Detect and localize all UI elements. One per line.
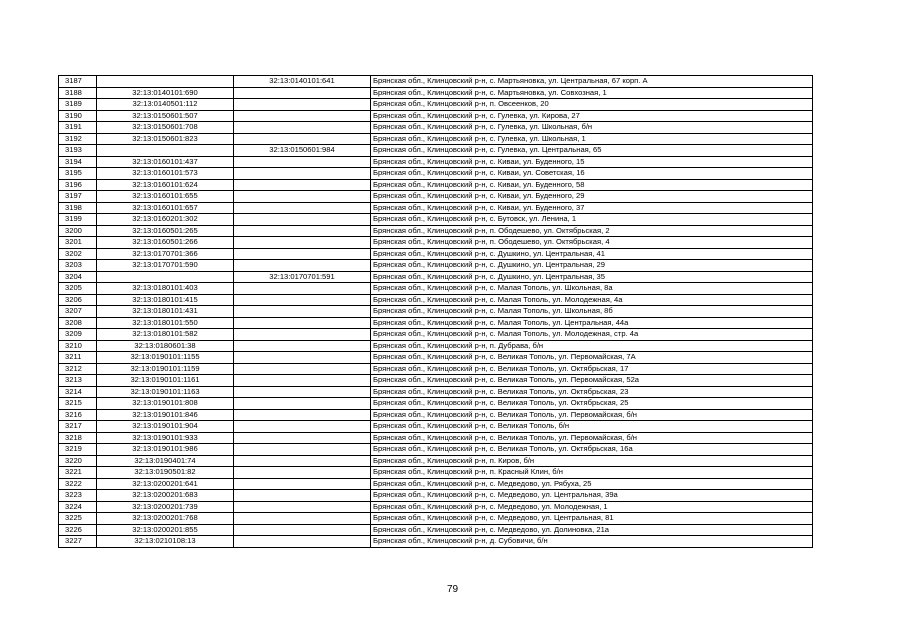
cadastral-number-cell: 32:13:0200201:855: [97, 524, 234, 536]
cadastral-number-cell: 32:13:0200201:683: [97, 490, 234, 502]
row-number-cell: 3204: [59, 271, 97, 283]
cadastral-number-cell: 32:13:0160101:655: [97, 191, 234, 203]
cadastral-number-cell: 32:13:0140101:690: [97, 87, 234, 99]
table-row: [59, 432, 813, 444]
cadastral-number-cell: 32:13:0190101:808: [97, 398, 234, 410]
table-row: [59, 513, 813, 525]
cadastral-number-alt-cell: [234, 524, 371, 536]
table-row: [59, 386, 813, 398]
address-cell: Брянская обл., Клинцовский р-н, с. Малая Тополь, ул. Центральная, 44а: [371, 317, 813, 329]
cadastral-number-alt-cell: [234, 455, 371, 467]
cadastral-number-alt-cell: [234, 317, 371, 329]
cadastral-number-alt-cell: [234, 421, 371, 433]
cadastral-number-alt-cell: [234, 363, 371, 375]
row-number-cell: 3219: [59, 444, 97, 456]
cadastral-number-cell: 32:13:0190101:846: [97, 409, 234, 421]
cadastral-number-alt-cell: [234, 398, 371, 410]
cadastral-number-cell: 32:13:0180101:582: [97, 329, 234, 341]
cadastral-number-cell: 32:13:0190101:1159: [97, 363, 234, 375]
row-number-cell: 3189: [59, 99, 97, 111]
cadastral-number-alt-cell: [234, 375, 371, 387]
cadastral-number-alt-cell: [234, 294, 371, 306]
cadastral-number-alt-cell: [234, 133, 371, 145]
row-number-cell: 3199: [59, 214, 97, 226]
address-cell: Брянская обл., Клинцовский р-н, п. Красный Клин, б/н: [371, 467, 813, 479]
table-row: [59, 122, 813, 134]
table-row: [59, 202, 813, 214]
address-cell: Брянская обл., Клинцовский р-н, с. Киваи, ул. Буденного, 58: [371, 179, 813, 191]
row-number-cell: 3193: [59, 145, 97, 157]
address-cell: Брянская обл., Клинцовский р-н, с. Бутовск, ул. Ленина, 1: [371, 214, 813, 226]
row-number-cell: 3205: [59, 283, 97, 295]
cadastral-number-cell: [97, 76, 234, 88]
cadastral-number-cell: 32:13:0170701:590: [97, 260, 234, 272]
cadastral-number-alt-cell: [234, 352, 371, 364]
table-row: [59, 524, 813, 536]
cadastral-number-alt-cell: 32:13:0150601:984: [234, 145, 371, 157]
cadastral-number-alt-cell: [234, 179, 371, 191]
table-row: [59, 260, 813, 272]
cadastral-number-alt-cell: [234, 202, 371, 214]
cadastral-number-alt-cell: [234, 467, 371, 479]
cadastral-number-alt-cell: [234, 99, 371, 111]
row-number-cell: 3208: [59, 317, 97, 329]
row-number-cell: 3225: [59, 513, 97, 525]
address-cell: Брянская обл., Клинцовский р-н, с. Малая Тополь, ул. Молодежная, 4а: [371, 294, 813, 306]
table-row: [59, 375, 813, 387]
address-table: [58, 75, 813, 548]
cadastral-number-cell: 32:13:0160501:266: [97, 237, 234, 249]
table-row: [59, 444, 813, 456]
table-row: [59, 283, 813, 295]
table-row: [59, 225, 813, 237]
row-number-cell: 3212: [59, 363, 97, 375]
row-number-cell: 3187: [59, 76, 97, 88]
table-row: [59, 409, 813, 421]
cadastral-number-alt-cell: [234, 122, 371, 134]
cadastral-number-cell: 32:13:0160101:657: [97, 202, 234, 214]
table-row: [59, 271, 813, 283]
row-number-cell: 3203: [59, 260, 97, 272]
row-number-cell: 3200: [59, 225, 97, 237]
table-row: [59, 99, 813, 111]
address-cell: Брянская обл., Клинцовский р-н, п. Дубрава, б/н: [371, 340, 813, 352]
table-row: [59, 110, 813, 122]
row-number-cell: 3218: [59, 432, 97, 444]
address-cell: Брянская обл., Клинцовский р-н, с. Малая Тополь, ул. Школьная, 8б: [371, 306, 813, 318]
address-cell: Брянская обл., Клинцовский р-н, д. Субовичи, б/н: [371, 536, 813, 548]
table-row: [59, 87, 813, 99]
address-cell: Брянская обл., Клинцовский р-н, с. Великая Тополь, ул. Первомайская, 7А: [371, 352, 813, 364]
address-cell: Брянская обл., Клинцовский р-н, с. Гулевка, ул. Школьная, 1: [371, 133, 813, 145]
row-number-cell: 3194: [59, 156, 97, 168]
cadastral-number-alt-cell: [234, 478, 371, 490]
row-number-cell: 3201: [59, 237, 97, 249]
address-cell: Брянская обл., Клинцовский р-н, п. Овсеенков, 20: [371, 99, 813, 111]
cadastral-number-alt-cell: [234, 283, 371, 295]
cadastral-number-cell: 32:13:0150601:507: [97, 110, 234, 122]
row-number-cell: 3213: [59, 375, 97, 387]
row-number-cell: 3224: [59, 501, 97, 513]
cadastral-number-cell: 32:13:0170701:366: [97, 248, 234, 260]
table-row: [59, 237, 813, 249]
cadastral-number-cell: 32:13:0160101:437: [97, 156, 234, 168]
address-cell: Брянская обл., Клинцовский р-н, с. Мартьяновка, ул. Центральная, 67 корп. А: [371, 76, 813, 88]
row-number-cell: 3214: [59, 386, 97, 398]
cadastral-number-alt-cell: [234, 110, 371, 122]
cadastral-number-cell: 32:13:0160501:265: [97, 225, 234, 237]
address-cell: Брянская обл., Клинцовский р-н, с. Гулевка, ул. Школьная, б/н: [371, 122, 813, 134]
cadastral-number-cell: 32:13:0180101:415: [97, 294, 234, 306]
cadastral-number-alt-cell: [234, 260, 371, 272]
cadastral-number-cell: 32:13:0180101:550: [97, 317, 234, 329]
address-cell: Брянская обл., Клинцовский р-н, с. Душкино, ул. Центральная, 35: [371, 271, 813, 283]
cadastral-number-alt-cell: [234, 340, 371, 352]
address-cell: Брянская обл., Клинцовский р-н, с. Мартьяновка, ул. Совхозная, 1: [371, 87, 813, 99]
row-number-cell: 3215: [59, 398, 97, 410]
cadastral-number-alt-cell: [234, 225, 371, 237]
cadastral-number-alt-cell: [234, 386, 371, 398]
table-row: [59, 191, 813, 203]
row-number-cell: 3223: [59, 490, 97, 502]
table-row: [59, 421, 813, 433]
address-cell: Брянская обл., Клинцовский р-н, п. Ободешево, ул. Октябрьская, 4: [371, 237, 813, 249]
cadastral-number-alt-cell: [234, 156, 371, 168]
table-row: [59, 340, 813, 352]
row-number-cell: 3210: [59, 340, 97, 352]
row-number-cell: 3206: [59, 294, 97, 306]
row-number-cell: 3227: [59, 536, 97, 548]
address-cell: Брянская обл., Клинцовский р-н, с. Великая Тополь, ул. Октябрьская, 23: [371, 386, 813, 398]
table-row: [59, 501, 813, 513]
row-number-cell: 3191: [59, 122, 97, 134]
address-cell: Брянская обл., Клинцовский р-н, с. Великая Тополь, ул. Первомайская, б/н: [371, 409, 813, 421]
cadastral-number-cell: 32:13:0190501:82: [97, 467, 234, 479]
cadastral-number-alt-cell: [234, 444, 371, 456]
cadastral-number-cell: 32:13:0200201:768: [97, 513, 234, 525]
table-row: [59, 294, 813, 306]
table-row: [59, 76, 813, 88]
table-row: [59, 467, 813, 479]
table-body: [59, 76, 813, 548]
address-cell: Брянская обл., Клинцовский р-н, с. Великая Тополь, ул. Октябрьская, 25: [371, 398, 813, 410]
cadastral-number-alt-cell: [234, 501, 371, 513]
cadastral-number-alt-cell: [234, 536, 371, 548]
cadastral-number-cell: 32:13:0190101:1161: [97, 375, 234, 387]
table-row: [59, 214, 813, 226]
table-row: [59, 398, 813, 410]
address-cell: Брянская обл., Клинцовский р-н, с. Киваи, ул. Буденного, 37: [371, 202, 813, 214]
table-row: [59, 478, 813, 490]
row-number-cell: 3217: [59, 421, 97, 433]
address-cell: Брянская обл., Клинцовский р-н, с. Киваи, ул. Буденного, 29: [371, 191, 813, 203]
address-cell: Брянская обл., Клинцовский р-н, с. Медведово, ул. Рябуха, 25: [371, 478, 813, 490]
address-cell: Брянская обл., Клинцовский р-н, с. Малая Тополь, ул. Молодежная, стр. 4а: [371, 329, 813, 341]
table-row: [59, 133, 813, 145]
cadastral-number-cell: 32:13:0150601:823: [97, 133, 234, 145]
address-cell: Брянская обл., Клинцовский р-н, с. Медведово, ул. Долиновка, 21а: [371, 524, 813, 536]
row-number-cell: 3221: [59, 467, 97, 479]
row-number-cell: 3222: [59, 478, 97, 490]
row-number-cell: 3209: [59, 329, 97, 341]
table-row: [59, 363, 813, 375]
table-row: [59, 248, 813, 260]
table-row: [59, 179, 813, 191]
row-number-cell: 3226: [59, 524, 97, 536]
table-row: [59, 455, 813, 467]
cadastral-number-cell: 32:13:0210108:13: [97, 536, 234, 548]
table-row: [59, 168, 813, 180]
cadastral-number-cell: 32:13:0180601:38: [97, 340, 234, 352]
cadastral-number-cell: 32:13:0150601:708: [97, 122, 234, 134]
cadastral-number-alt-cell: [234, 214, 371, 226]
row-number-cell: 3207: [59, 306, 97, 318]
cadastral-number-cell: 32:13:0140501:112: [97, 99, 234, 111]
cadastral-number-alt-cell: 32:13:0140101:641: [234, 76, 371, 88]
row-number-cell: 3198: [59, 202, 97, 214]
table-row: [59, 536, 813, 548]
cadastral-number-cell: 32:13:0200201:739: [97, 501, 234, 513]
table-row: [59, 329, 813, 341]
address-cell: Брянская обл., Клинцовский р-н, с. Медведово, ул. Центральная, 81: [371, 513, 813, 525]
row-number-cell: 3211: [59, 352, 97, 364]
cadastral-number-alt-cell: [234, 191, 371, 203]
cadastral-number-cell: [97, 271, 234, 283]
row-number-cell: 3220: [59, 455, 97, 467]
cadastral-number-alt-cell: [234, 168, 371, 180]
cadastral-number-cell: 32:13:0190101:1163: [97, 386, 234, 398]
cadastral-number-alt-cell: [234, 432, 371, 444]
address-cell: Брянская обл., Клинцовский р-н, с. Гулевка, ул. Кирова, 27: [371, 110, 813, 122]
cadastral-number-alt-cell: [234, 513, 371, 525]
table-row: [59, 145, 813, 157]
cadastral-number-alt-cell: [234, 87, 371, 99]
page-number: 79: [446, 584, 459, 595]
cadastral-number-cell: 32:13:0180101:431: [97, 306, 234, 318]
address-cell: Брянская обл., Клинцовский р-н, с. Душкино, ул. Центральная, 41: [371, 248, 813, 260]
address-cell: Брянская обл., Клинцовский р-н, с. Медведово, ул. Молодежная, 1: [371, 501, 813, 513]
address-cell: Брянская обл., Клинцовский р-н, с. Киваи, ул. Буденного, 15: [371, 156, 813, 168]
cadastral-number-cell: 32:13:0190401:74: [97, 455, 234, 467]
cadastral-number-cell: 32:13:0160101:573: [97, 168, 234, 180]
row-number-cell: 3188: [59, 87, 97, 99]
address-cell: Брянская обл., Клинцовский р-н, п. Ободешево, ул. Октябрьская, 2: [371, 225, 813, 237]
address-cell: Брянская обл., Клинцовский р-н, с. Гулевка, ул. Центральная, 65: [371, 145, 813, 157]
table-row: [59, 317, 813, 329]
cadastral-number-cell: 32:13:0160101:624: [97, 179, 234, 191]
cadastral-number-alt-cell: [234, 248, 371, 260]
address-cell: Брянская обл., Клинцовский р-н, с. Киваи, ул. Советская, 16: [371, 168, 813, 180]
table-row: [59, 156, 813, 168]
cadastral-number-alt-cell: [234, 490, 371, 502]
cadastral-number-cell: 32:13:0190101:933: [97, 432, 234, 444]
address-cell: Брянская обл., Клинцовский р-н, с. Великая Тополь, ул. Октябрьская, 16а: [371, 444, 813, 456]
row-number-cell: 3190: [59, 110, 97, 122]
cadastral-number-cell: 32:13:0190101:986: [97, 444, 234, 456]
address-cell: Брянская обл., Клинцовский р-н, с. Великая Тополь, ул. Октябрьская, 17: [371, 363, 813, 375]
address-cell: Брянская обл., Клинцовский р-н, с. Великая Тополь, ул. Первомайская, 52а: [371, 375, 813, 387]
row-number-cell: 3216: [59, 409, 97, 421]
cadastral-number-cell: [97, 145, 234, 157]
table-row: [59, 490, 813, 502]
address-cell: Брянская обл., Клинцовский р-н, с. Великая Тополь, б/н: [371, 421, 813, 433]
cadastral-number-alt-cell: 32:13:0170701:591: [234, 271, 371, 283]
cadastral-number-cell: 32:13:0200201:641: [97, 478, 234, 490]
address-cell: Брянская обл., Клинцовский р-н, с. Медведово, ул. Центральная, 39а: [371, 490, 813, 502]
cadastral-number-alt-cell: [234, 306, 371, 318]
address-cell: Брянская обл., Клинцовский р-н, с. Малая Тополь, ул. Школьная, 8а: [371, 283, 813, 295]
cadastral-number-cell: 32:13:0180101:403: [97, 283, 234, 295]
row-number-cell: 3195: [59, 168, 97, 180]
cadastral-number-alt-cell: [234, 237, 371, 249]
cadastral-number-cell: 32:13:0160201:302: [97, 214, 234, 226]
row-number-cell: 3202: [59, 248, 97, 260]
cadastral-number-alt-cell: [234, 409, 371, 421]
address-cell: Брянская обл., Клинцовский р-н, с. Душкино, ул. Центральная, 29: [371, 260, 813, 272]
table-row: [59, 352, 813, 364]
row-number-cell: 3192: [59, 133, 97, 145]
address-cell: Брянская обл., Клинцовский р-н, п. Киров, б/н: [371, 455, 813, 467]
cadastral-number-alt-cell: [234, 329, 371, 341]
table-row: [59, 306, 813, 318]
row-number-cell: 3197: [59, 191, 97, 203]
cadastral-number-cell: 32:13:0190101:904: [97, 421, 234, 433]
address-cell: Брянская обл., Клинцовский р-н, с. Великая Тополь, ул. Первомайская, б/н: [371, 432, 813, 444]
row-number-cell: 3196: [59, 179, 97, 191]
cadastral-number-cell: 32:13:0190101:1155: [97, 352, 234, 364]
